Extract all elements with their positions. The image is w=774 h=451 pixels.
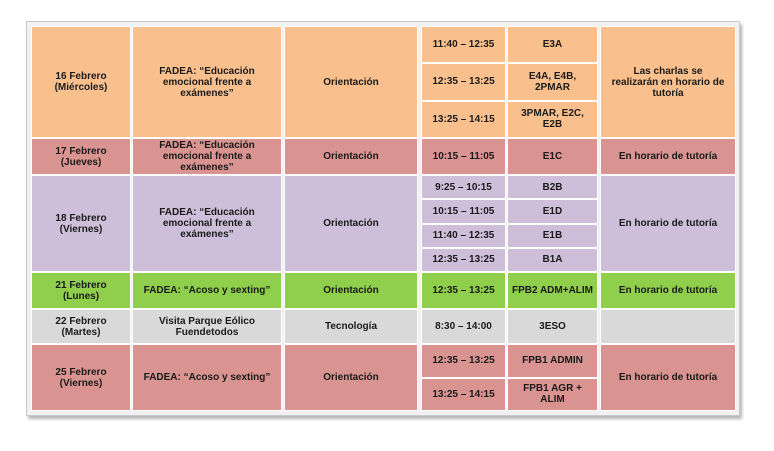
group-cell: E1B [507, 224, 598, 248]
date-cell: 18 Febrero (Viernes) [31, 175, 131, 272]
time-slot-cell: 10:15 – 11:05 [421, 138, 506, 175]
group-cell: B2B [507, 175, 598, 199]
note-cell: Las charlas se realizarán en horario de tutoría [600, 26, 736, 138]
department-cell: Orientación [284, 272, 418, 309]
note-cell: En horario de tutoría [600, 138, 736, 175]
note-cell [600, 309, 736, 344]
activity-cell: FADEA: “Acoso y sexting” [132, 344, 282, 411]
department-cell: Orientación [284, 175, 418, 272]
time-slot-cell: 9:25 – 10:15 [421, 175, 506, 199]
time-slot-cell: 11:40 – 12:35 [421, 224, 506, 248]
activity-cell: FADEA: “Educación emocional frente a exámenes” [132, 138, 282, 175]
group-cell: E4A, E4B, 2PMAR [507, 63, 598, 100]
time-slot-cell: 13:25 – 14:15 [421, 101, 506, 138]
group-cell: B1A [507, 248, 598, 272]
group-cell: E1C [507, 138, 598, 175]
time-slot-cell: 11:40 – 12:35 [421, 26, 506, 63]
group-cell: 3PMAR, E2C, E2B [507, 101, 598, 138]
time-slot-cell: 10:15 – 11:05 [421, 199, 506, 223]
time-slot-cell: 12:35 – 13:25 [421, 272, 506, 309]
activity-cell: FADEA: “Acoso y sexting” [132, 272, 282, 309]
time-slot-cell: 8:30 – 14:00 [421, 309, 506, 344]
date-cell: 16 Febrero (Miércoles) [31, 26, 131, 138]
group-cell: FPB1 AGR + ALIM [507, 378, 598, 412]
time-slot-cell: 12:35 – 13:25 [421, 63, 506, 100]
note-cell: En horario de tutoría [600, 344, 736, 411]
group-cell: FPB2 ADM+ALIM [507, 272, 598, 309]
schedule-table [26, 21, 740, 416]
date-cell: 25 Febrero (Viernes) [31, 344, 131, 411]
date-cell: 21 Febrero (Lunes) [31, 272, 131, 309]
note-cell: En horario de tutoría [600, 175, 736, 272]
time-slot-cell: 12:35 – 13:25 [421, 248, 506, 272]
department-cell: Orientación [284, 26, 418, 138]
activity-cell: FADEA: “Educación emocional frente a exámenes” [132, 175, 282, 272]
group-cell: FPB1 ADMIN [507, 344, 598, 378]
group-cell: E1D [507, 199, 598, 223]
time-slot-cell: 12:35 – 13:25 [421, 344, 506, 378]
department-cell: Orientación [284, 138, 418, 175]
group-cell: 3ESO [507, 309, 598, 344]
department-cell: Tecnología [284, 309, 418, 344]
department-cell: Orientación [284, 344, 418, 411]
activity-cell: FADEA: “Educación emocional frente a exámenes” [132, 26, 282, 138]
group-cell: E3A [507, 26, 598, 63]
date-cell: 17 Febrero (Jueves) [31, 138, 131, 175]
date-cell: 22 Febrero (Martes) [31, 309, 131, 344]
time-slot-cell: 13:25 – 14:15 [421, 378, 506, 412]
activity-cell: Visita Parque Eólico Fuendetodos [132, 309, 282, 344]
note-cell: En horario de tutoría [600, 272, 736, 309]
